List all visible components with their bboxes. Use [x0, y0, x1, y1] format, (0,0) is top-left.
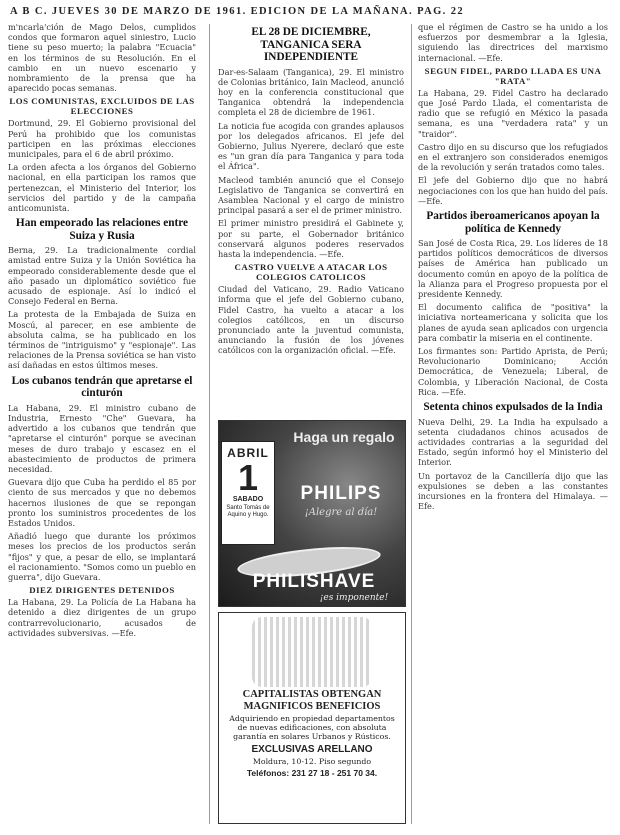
real-estate-advertisement: [218, 612, 406, 824]
article-text: Dar-es-Salaam (Tanganica), 29. El ministro de Colonias británico, Iain Macleod, anunció hoy en la conferencia constitucional que Tanganica obtendrá la independencia completa el 28 de diciembre de 1961.: [218, 66, 404, 118]
article-text: Macleod también anunció que el Consejo Legislativo de Tanganica se convertirá en Asamblea Nacional y el cargo de ministro principal pasará a ser el de primer ministro.: [218, 174, 404, 216]
article-heading: Partidos iberoamericanos apoyan la política de Kennedy: [426, 210, 600, 235]
article-heading: DIEZ DIRIGENTES DETENIDOS: [29, 585, 175, 596]
article-text: La protesta de la Embajada de Suiza en Moscú, al parecer, en ese ambiente de absoluta calma, se ha publicado en los términos de "intriguismo" y "espionaje". Las relaciones de la Prensa soviética se han visto así dañadas en estos últimos meses.: [8, 309, 196, 371]
column-divider: [209, 24, 210, 824]
article-text: La Habana, 29. Fidel Castro ha declarado que José Pardo Llada, el comentarista de radio que se refugió en México la pasada semana, es una "verdadera rata" y un "traidor".: [418, 87, 608, 139]
article-heading: Han empeorado las relaciones entre Suiza y Rusia: [15, 217, 189, 242]
decorative-emblem: [252, 617, 372, 687]
calendar-weekday: SABADO: [232, 496, 264, 503]
ad-tagline: ¡Alegre al día!: [304, 507, 378, 518]
article-text: Un portavoz de la Cancillería dijo que las expulsiones se deben a las constantes incursiones en la frontera del Himalaya. —Efe.: [418, 470, 608, 512]
ad-phones: Teléfonos: 231 27 18 - 251 70 34.: [246, 767, 378, 778]
calendar-month: ABRIL: [227, 446, 269, 460]
article-text: La Habana, 29. La Policía de La Habana ha detenido a diez dirigentes de un grupo contrarrevolucionario, acusados de actividades subversivas. —Efe.: [8, 597, 196, 638]
brand-logo: PHILIPS: [300, 483, 382, 504]
page-header: A B C. JUEVES 30 DE MARZO DE 1961. EDICION DE LA MAÑANA. PAG. 22: [10, 6, 465, 17]
article-text: La noticia fue acogida con grandes aplausos por los delegados africanos. El jefe del Gobierno, Julius Nyerere, declaró que este es "un gran día para Tanganica y para toda el África".: [218, 120, 404, 172]
calendar-note: Santo Tomás de Aquino y Hugo.: [226, 505, 270, 518]
article-text: que el régimen de Castro se ha unido a los esfuerzos por desmembrar a la Iglesia, siguiendo las directrices del marxismo internacional. —Efe.: [418, 22, 608, 63]
article-heading: SEGUN FIDEL, PARDO LLADA ES UNA "RATA": [424, 65, 602, 86]
article-text: Los firmantes son: Partido Aprista, de Perú; Revolucionario Dominicano; Acción Democrática, de Venezuela; Liberal, de Colombia, y Liberación Nacional, de Costa Rica. —Efe.: [418, 346, 608, 397]
article-text: El jefe del Gobierno dijo que no habrá negociaciones con los que han huido del país. —Efe.: [418, 175, 608, 206]
product-name: PHILISHAVE: [252, 571, 376, 592]
calendar-day: 1: [237, 457, 259, 498]
article-text: San José de Costa Rica, 29. Los líderes de 18 partidos políticos democráticos de diversos países de América han publicado un documento común en apoyo de la política de la Alianza para el Progreso propuesta por el presidente Kennedy.: [418, 238, 608, 300]
ad-address: Moldura, 10-12. Piso segundo: [252, 756, 372, 766]
article-text: La orden afecta a los órganos del Gobierno nacional, en ella participan los ramos que pertenezcan, el Ministerio del Interior, los servicios del partido y de la campaña anticomunista.: [8, 162, 196, 214]
philips-advertisement: [218, 420, 406, 607]
article-heading: Los cubanos tendrán que apretarse el cinturón: [11, 374, 193, 400]
calendar-leaf: [221, 441, 275, 545]
column-center: [218, 22, 404, 418]
article-text: Guevara dijo que Cuba ha perdido el 85 por ciento de sus mercados y que no debemos hacernos ilusiones de que se repongan pronto los suministros procedentes de los Estados Unidos.: [8, 477, 196, 528]
article-text: Castro dijo en su discurso que los refugiados en el extranjero son considerados enemigos de la revolución y serán tratados como tales.: [418, 141, 608, 173]
ad-body: Adquiriendo en propiedad departamentos de nuevas edificaciones, con absoluta garantía en solares Urbanos y Rústicos.: [229, 714, 395, 742]
article-text: El primer ministro presidirá el Gabinete y, por su parte, el Gobernador británico conservará algunos poderes reservados hasta la independencia. —Efe.: [218, 218, 404, 259]
article-text: Nueva Delhi, 29. La India ha expulsado a setenta ciudadanos chinos acusados de actividades contrarias a la seguridad del Estado, según informó hoy el Ministerio del Interior.: [418, 416, 608, 468]
column-right: [418, 22, 608, 830]
column-left: [8, 22, 196, 830]
article-text: El documento califica de "positiva" la iniciativa norteamericana y solicita que los planes de ayuda sean aplicados con urgencia para combatir la miseria en el continente.: [418, 302, 608, 343]
ad-headline: Haga un regalo: [293, 429, 395, 445]
article-text: Berna, 29. La tradicionalmente cordial amistad entre Suiza y la Unión Soviética ha empeorado considerablemente desde que el año pasado un diplomático soviético fue acusado de espionaje. Así lo indicó el Consejo Federal en Berna.: [8, 245, 196, 307]
article-heading: LOS COMUNISTAS, EXCLUIDOS DE LAS ELECCIONES: [9, 96, 195, 117]
article-heading: CASTRO VUELVE A ATACAR LOS COLEGIOS CATOLICOS: [234, 262, 388, 283]
article-text: Ciudad del Vaticano, 29. Radio Vaticano informa que el jefe del Gobierno cubano, Fidel Castro, ha vuelto a atacar a los colegios católicos, en un discurso pronunciado ante la juventud comunista, anunciando la fusión de los jóvenes católicos con la organización oficial. —Efe.: [218, 284, 404, 356]
article-text: m'ncarla'ción de Mago Delos, cumplidos condos que formaron aquel siniestro, Lucio tiene su peso muerto; la palabra "Ecuacia" en los términos de su Resolución. En el cambio en un nuevo escenario y nombramiento de la prensa que ha aparecido pocas semanas.: [8, 22, 196, 94]
article-text: Dortmund, 29. El Gobierno provisional del Perú ha prohibido que los comunistas participen en las próximas elecciones municipales, para el 6 de abril próximo.: [8, 118, 196, 160]
column-divider: [411, 24, 412, 824]
article-heading: EL 28 DE DICIEMBRE, TANGANICA SERA INDEPENDIENTE: [251, 26, 371, 63]
article-heading: Setenta chinos expulsados de la India: [423, 401, 603, 414]
ad-slogan: ¡es imponente!: [319, 593, 389, 603]
article-text: La Habana, 29. El ministro cubano de Industria, Ernesto "Che" Guevara, ha advertido a los cubanos que tendrán que "apretarse el cinturón" porque se avecinan meses de duro trabajo y escasez en el abastecimiento de productos de primera necesidad.: [8, 402, 196, 474]
ad-company: EXCLUSIVAS ARELLANO: [251, 743, 373, 755]
ad-title: CAPITALISTAS OBTENGAN MAGNIFICOS BENEFICIOS: [242, 689, 382, 712]
article-text: Añadió luego que durante los próximos meses los precios de los productos serán "fijos" y que, a pesar de ello, se implantará el racionamiento. "Somos como un pueblo en guerra", dijo Guevara.: [8, 531, 196, 582]
